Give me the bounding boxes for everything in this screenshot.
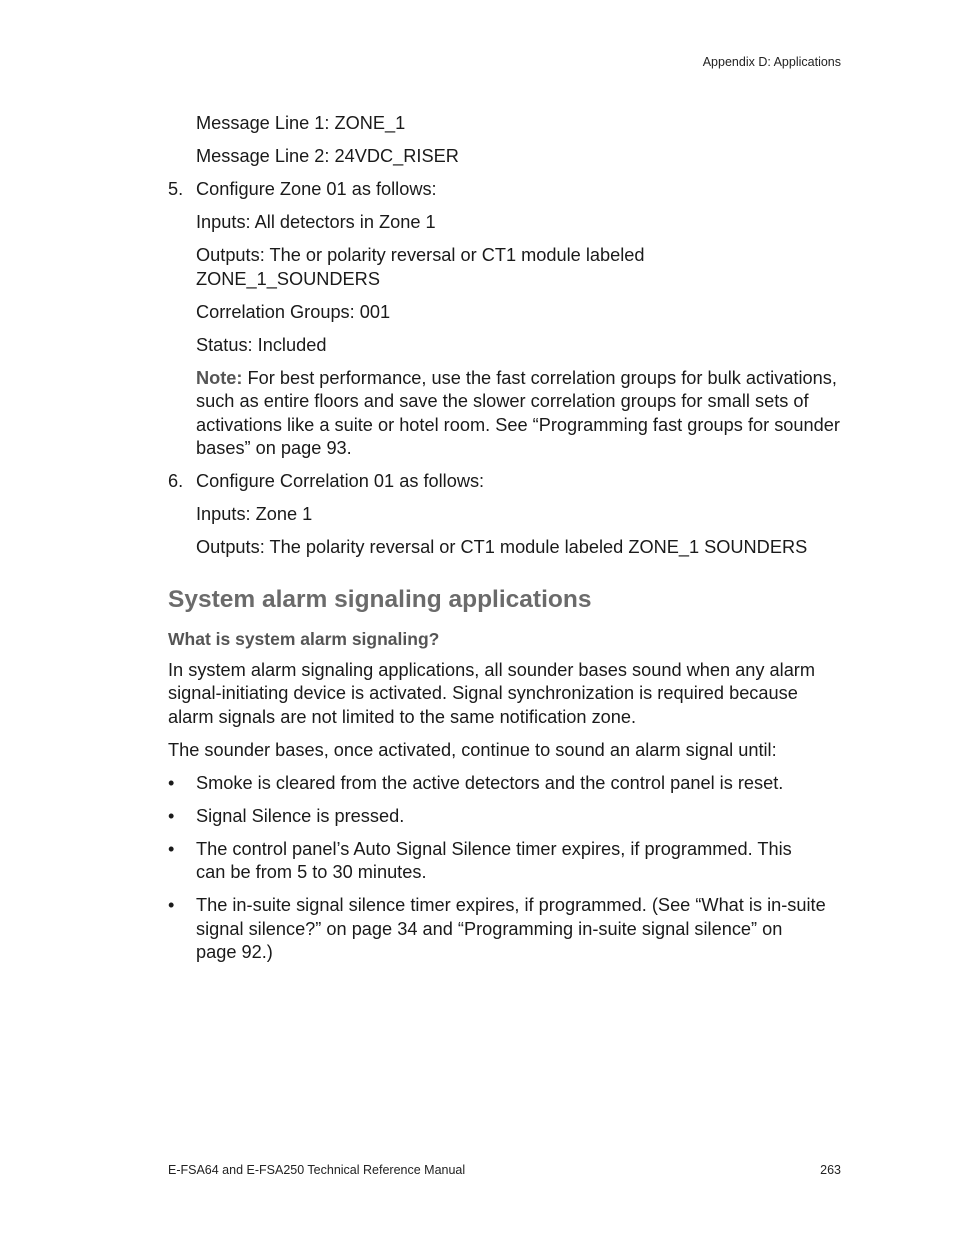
step-5 [168, 178, 848, 202]
bullet-symbol: • [168, 895, 175, 915]
paragraph: The sounder bases, once activated, continue to sound an alarm signal until: [168, 739, 777, 760]
bullet-text: The in-suite signal silence timer expires, if programmed. (See “What is in-suite signal silence?” on page 34 and “Programming in-suite signal silence” on page 92.) [196, 895, 826, 962]
step-5-status: Status: Included [196, 334, 327, 355]
note-text: For best performance, use the fast correlation groups for bulk activations, such as entire floors and save the slower correlation groups for small sets of activations like a suite or hotel room. See “Programming fast groups for sounder bases” on page 93. [196, 367, 840, 458]
bullet-item [168, 805, 848, 829]
bullet-symbol: • [168, 805, 175, 826]
section-heading: System alarm signaling applications [168, 585, 592, 613]
page-body [168, 112, 848, 974]
step-title: Configure Zone 01 as follows: [196, 179, 437, 199]
page-number: 263 [820, 1163, 841, 1177]
bullet-text: Signal Silence is pressed. [196, 805, 405, 826]
bullet-symbol: • [168, 838, 175, 859]
step-6-outputs: Outputs: The polarity reversal or CT1 module labeled ZONE_1 SOUNDERS [196, 537, 808, 557]
step-title: Configure Correlation 01 as follows: [196, 471, 485, 491]
subsection-heading: What is system alarm signaling? [168, 628, 440, 649]
bullet-item [168, 772, 848, 796]
step-5-inputs: Inputs: All detectors in Zone 1 [196, 212, 436, 232]
paragraph: In system alarm signaling applications, all sounder bases sound when any alarm signal-initiating device is activated. Signal synchronization is required because alarm signals are not limited to the same notification zone. [168, 659, 816, 727]
step-number: 5. [168, 179, 184, 199]
footer-title: E-FSA64 and E-FSA250 Technical Reference Manual [168, 1163, 466, 1177]
step-5-outputs: Outputs: The or polarity reversal or CT1 module labeled ZONE_1_SOUNDERS [196, 245, 645, 289]
note [168, 367, 848, 461]
message-line-1: Message Line 1: ZONE_1 [196, 113, 406, 133]
step-5-correlation-groups: Correlation Groups: 001 [196, 301, 391, 322]
bullet-item [168, 838, 821, 885]
bullet-text: Smoke is cleared from the active detectors and the control panel is reset. [196, 772, 784, 793]
message-line-2: Message Line 2: 24VDC_RISER [196, 146, 459, 166]
step-6-inputs: Inputs: Zone 1 [196, 504, 313, 524]
note-label: Note: [196, 367, 243, 388]
bullet-item [168, 894, 826, 965]
step-number: 6. [168, 471, 184, 491]
step-6 [168, 470, 848, 494]
running-header: Appendix D: Applications [702, 55, 841, 69]
bullet-text: The control panel’s Auto Signal Silence timer expires, if programmed. This can be from 5 to 30 minutes. [196, 838, 792, 882]
bullet-symbol: • [168, 772, 175, 793]
